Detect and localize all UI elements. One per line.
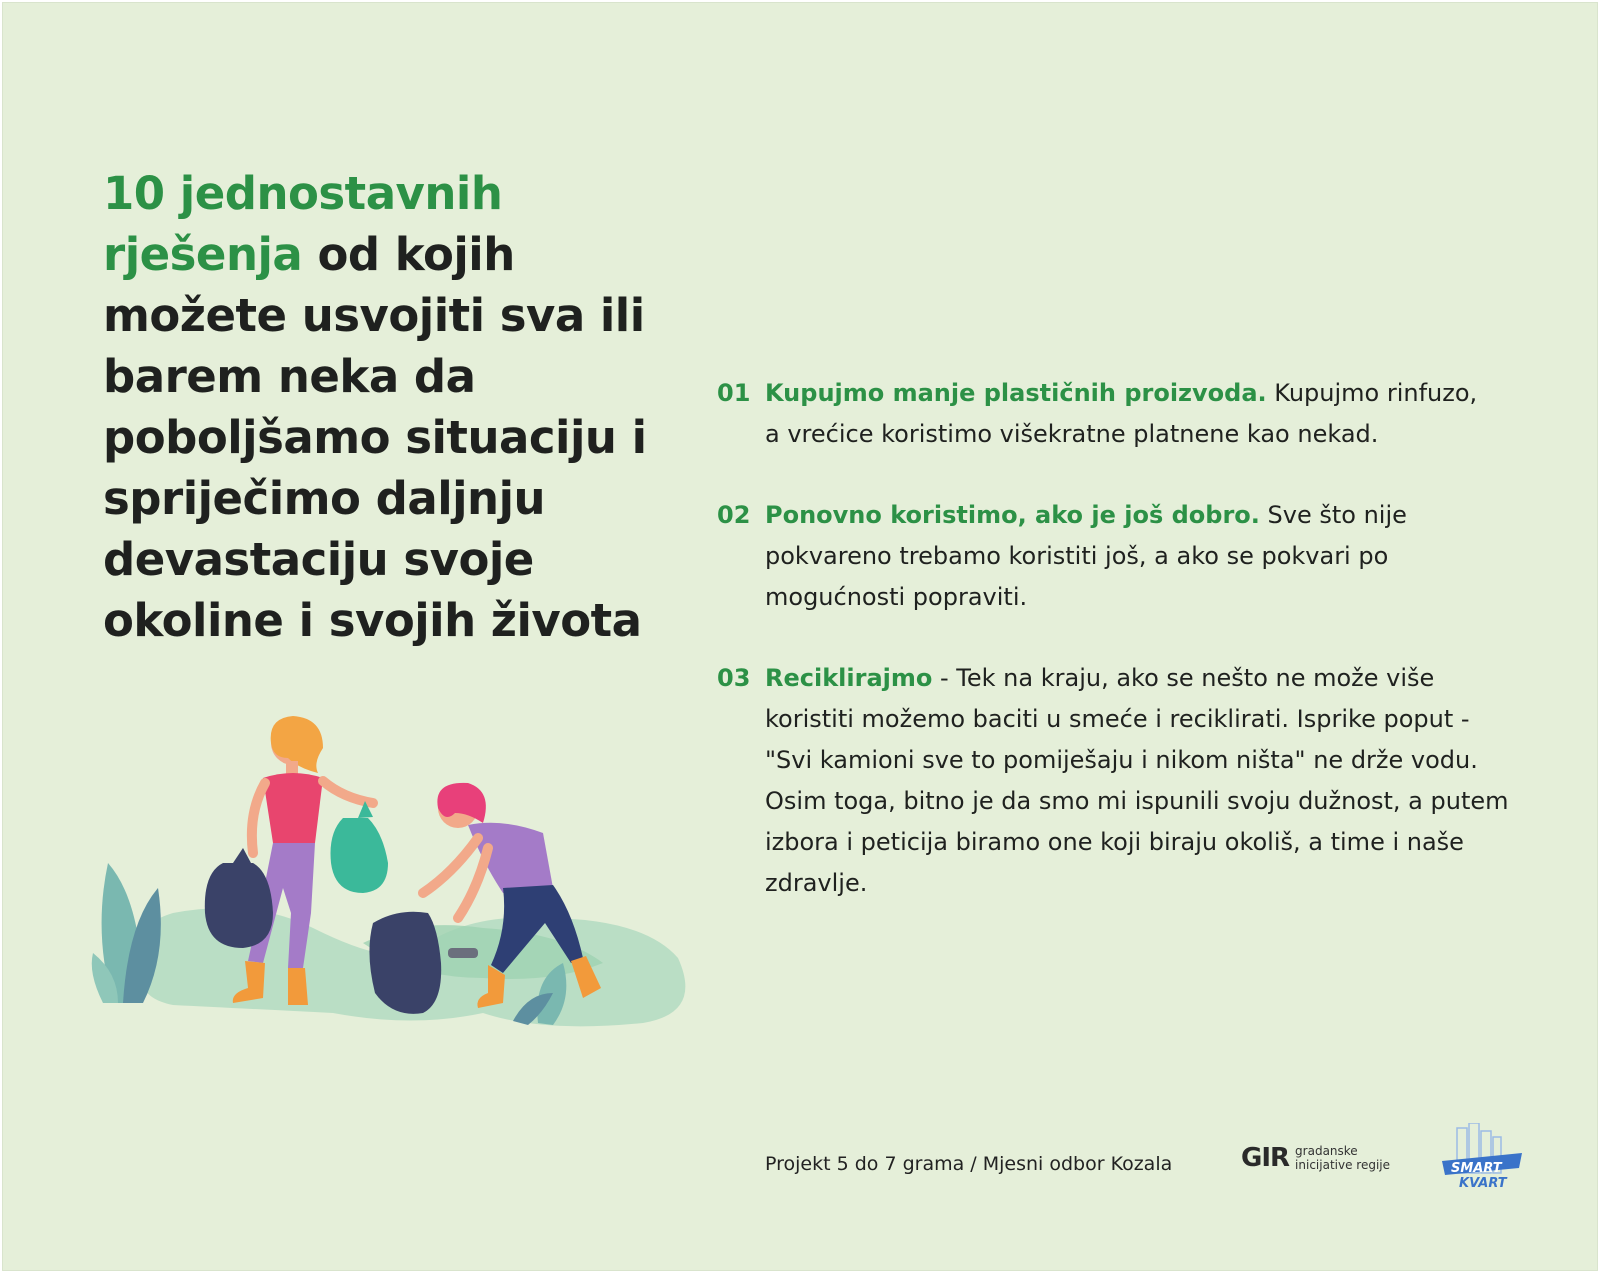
smart-logo-line2: KVART [1459,1176,1507,1191]
tip-number: 01 [717,379,751,407]
smart-logo-line1: SMART [1451,1161,1502,1176]
tip-body: Sve što nije pokvareno trebamo koristiti još, a ako se pokvari po mogućnosti popraviti. [765,501,1407,611]
headline-rest: od kojih možete usvojiti sva ili barem neka da poboljšamo situaciju i spriječimo daljnju devastaciju svoje okoline i svojih života [103,228,647,647]
headline-highlight: 10 jednostavnih rješenja [103,167,503,281]
tip-title: Kupujmo manje plastičnih proizvoda. [765,379,1267,407]
gir-subtitle-line2: inicijative regije [1295,1158,1390,1172]
poster [2,2,1598,1271]
gir-logo [1241,1143,1405,1173]
tip-body: Kupujmo rinfuzo, a vrećice koristimo višekratne platnene kao nekad. [765,379,1478,448]
headline [103,163,683,651]
tip-item-03 [717,658,1515,904]
gir-subtitle [1295,1144,1405,1172]
tip-title: Ponovno koristimo, ako je još dobro. [765,501,1260,529]
smart-kvart-logo [1437,1123,1527,1193]
people-collecting-litter-illustration [83,713,703,1053]
tip-title: Reciklirajmo [765,664,933,692]
tip-item-01 [717,373,1485,455]
tip-item-02 [717,495,1455,618]
tip-body: - Tek na kraju, ako se nešto ne može više koristiti možemo baciti u smeće i reciklirati. Isprike poput - "Svi kamioni sve to pomiješaju i nikom ništa" ne drže vodu. Osim toga, bitno je da smo mi ispunili svoju dužnost, a putem izbora i peticija biramo one koji biraju okoliš, a time i naše zdravlje. [765,664,1509,897]
tips-list [717,373,1517,944]
gir-subtitle-line1: gradanske [1295,1144,1358,1158]
tip-number: 02 [717,501,751,529]
tip-number: 03 [717,664,751,692]
project-credit: Projekt 5 do 7 grama / Mjesni odbor Kozala [765,1153,1173,1175]
gir-mark: GIR [1241,1143,1290,1173]
